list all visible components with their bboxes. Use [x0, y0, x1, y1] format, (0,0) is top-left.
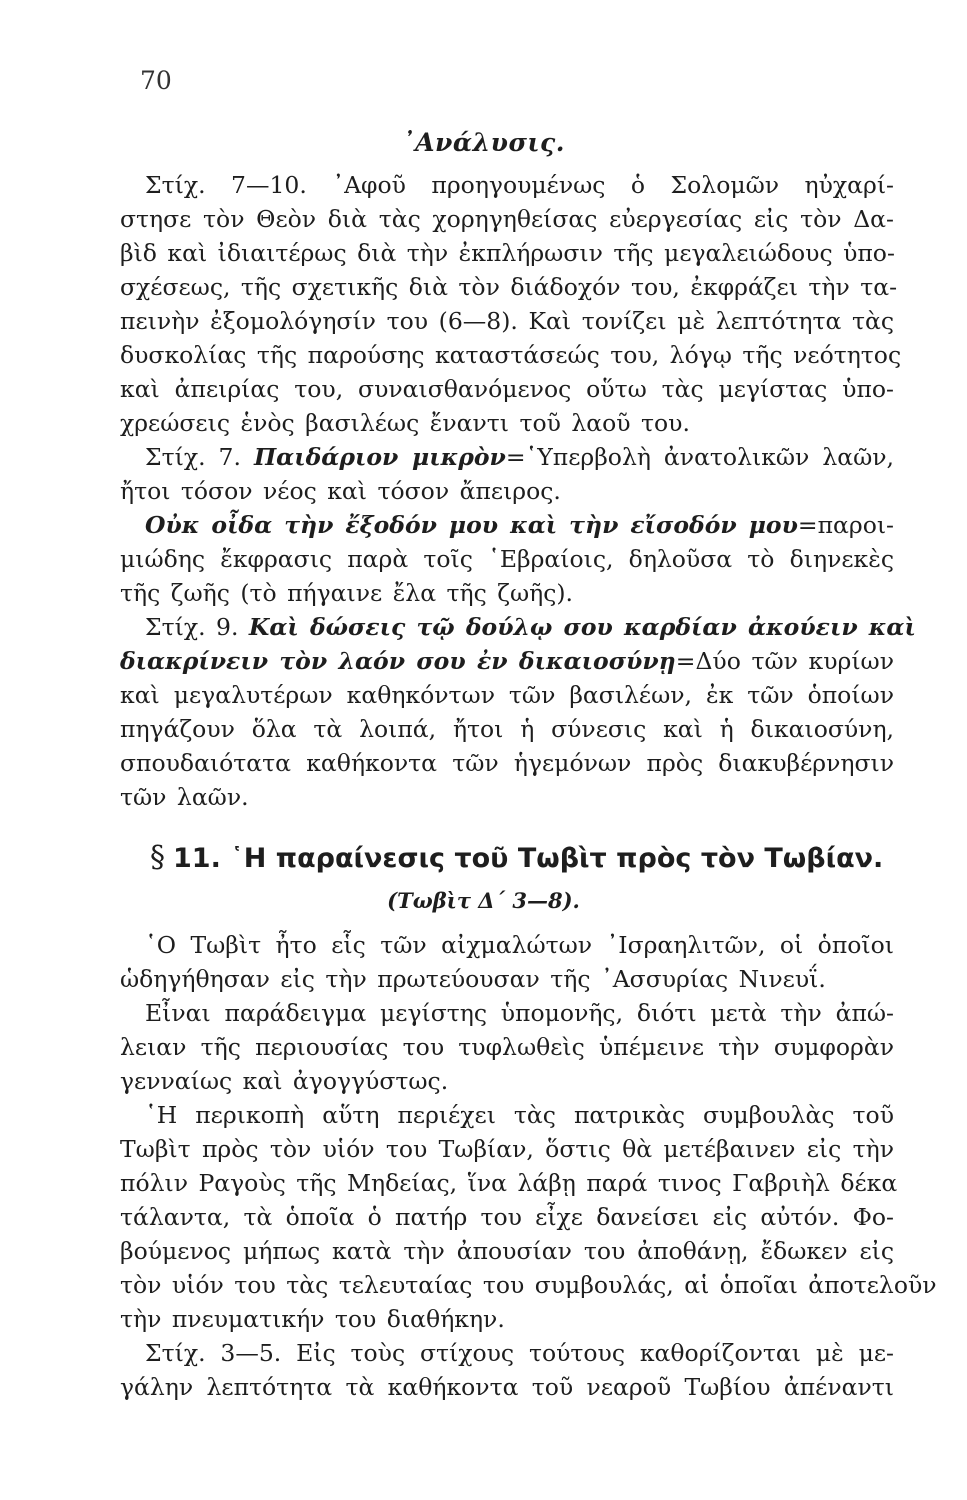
bold-lemma: Παιδάριον μικρὸν [253, 443, 506, 471]
text-line: Στίχ. 7—10. ᾿Αφοῦ προηγουμένως ὁ Σολομῶν ηὐχαρί- [145, 171, 894, 199]
bold-lemma: Καὶ δώσεις τῷ δούλῳ σου καρδίαν ἀκούειν καὶ [248, 613, 916, 641]
text-line: σπουδαιότατα καθήκοντα τῶν ἡγεμόνων πρὸς διακυβέρνησιν [120, 749, 894, 777]
bold-lemma: Οὐκ οἶδα τὴν ἔξοδόν μου καὶ τὴν εἴσοδόν μου [145, 511, 798, 539]
text-line: σχέσεως, τῆς σχετικῆς διὰ τὸν διάδοχόν του, ἐκφράζει τὴν τα- [120, 273, 898, 301]
section-title: § 11. ῾Η παραίνεσις τοῦ Τωβὶτ πρὸς τὸν Τωβίαν. [150, 840, 884, 875]
section-subtitle: (Τωβὶτ Δ΄ 3—8). [387, 888, 580, 913]
text-line: τῶν λαῶν. [120, 783, 249, 811]
text-line: γενναίως καὶ ἀγογγύστως. [120, 1067, 449, 1095]
text-line: μιώδης ἔκφρασις παρὰ τοῖς ῾Εβραίοις, δηλοῦσα τὸ διηνεκὲς [120, 545, 894, 573]
text-line: Τωβὶτ πρὸς τὸν υἱόν του Τωβίαν, ὅστις θὰ μετέβαινεν εἰς τὴν [120, 1135, 894, 1163]
bold-lemma: διακρίνειν τὸν λαόν σου ἐν δικαιοσύνῃ [120, 647, 676, 675]
text-line: τῆς ζωῆς (τὸ πήγαινε ἔλα τῆς ζωῆς). [120, 579, 574, 607]
text-line: χρεώσεις ἑνὸς βασιλέως ἔναντι τοῦ λαοῦ του. [120, 409, 690, 437]
text-line: βὶδ καὶ ἰδιαιτέρως διὰ τὴν ἐκπλήρωσιν τῆς μεγαλειώδους ὑπο- [120, 239, 895, 267]
text-line: Στίχ. 9. Καὶ δώσεις τῷ δούλῳ σου καρδίαν ἀκούειν καὶ [145, 613, 916, 641]
text-line: ῾Ο Τωβὶτ ἦτο εἷς τῶν αἰχμαλώτων ᾿Ισραηλιτῶν, οἱ ὁποῖοι [145, 931, 894, 959]
text-line: καὶ μεγαλυτέρων καθηκόντων τῶν βασιλέων, ἐκ τῶν ὁποίων [120, 681, 894, 709]
text-line: ῾Η περικοπὴ αὕτη περιέχει τὰς πατρικὰς συμβουλὰς τοῦ [145, 1101, 894, 1129]
text-line: πόλιν Ραγοὺς τῆς Μηδείας, ἵνα λάβῃ παρά τινος Γαβριὴλ δέκα [120, 1169, 898, 1197]
text-line: στησε τὸν Θεὸν διὰ τὰς χορηγηθείσας εὐεργεσίας εἰς τὸν Δα- [120, 205, 894, 233]
text-line: πεινὴν ἐξομολόγησίν του (6—8). Καὶ τονίζει μὲ λεπτότητα τὰς [120, 307, 894, 335]
text-line: Στίχ. 3—5. Εἰς τοὺς στίχους τούτους καθορίζονται μὲ με- [145, 1339, 894, 1367]
page-number: 70 [140, 66, 172, 95]
text-line: βούμενος μήπως κατὰ τὴν ἀπουσίαν του ἀποθάνῃ, ἔδωκεν εἰς [120, 1237, 894, 1265]
text-line: πηγάζουν ὅλα τὰ λοιπά, ἤτοι ἡ σύνεσις καὶ ἡ δικαιοσύνη, [120, 715, 894, 743]
text-line: λειαν τῆς περιουσίας του τυφλωθεὶς ὑπέμεινε τὴν συμφορὰν [120, 1033, 894, 1061]
section-heading: ᾿Ανάλυσις. [402, 128, 565, 157]
text-line: ἤτοι τόσον νέος καὶ τόσον ἄπειρος. [120, 477, 561, 505]
text-line: τὴν πνευματικήν του διαθήκην. [120, 1305, 505, 1333]
text-line: Οὐκ οἶδα τὴν ἔξοδόν μου καὶ τὴν εἴσοδόν μου=παροι- [145, 511, 894, 539]
text-line: τάλαντα, τὰ ὁποῖα ὁ πατήρ του εἶχε δανείσει εἰς αὐτόν. Φο- [120, 1203, 894, 1231]
text-line: γάλην λεπτότητα τὰ καθήκοντα τοῦ νεαροῦ Τωβίου ἀπέναντι [120, 1373, 894, 1401]
text-line: καὶ ἀπειρίας του, συναισθανόμενος οὕτω τὰς μεγίστας ὑπο- [120, 375, 894, 403]
text-line: ὡδηγήθησαν εἰς τὴν πρωτεύουσαν τῆς ᾿Ασσυρίας Νινευΐ. [120, 965, 826, 993]
text-line: Στίχ. 7. Παιδάριον μικρὸν=῾Υπερβολὴ ἀνατολικῶν λαῶν, [145, 443, 894, 471]
text-line: τὸν υἱόν του τὰς τελευταίας του συμβουλάς, αἱ ὁποῖαι ἀποτελοῦν [120, 1271, 937, 1299]
text-line: διακρίνειν τὸν λαόν σου ἐν δικαιοσύνῃ=Δύο τῶν κυρίων [120, 647, 894, 675]
section-symbol: § [150, 840, 165, 875]
text-line: δυσκολίας τῆς παρούσης καταστάσεώς του, λόγῳ τῆς νεότητος [120, 341, 902, 369]
text-line: Εἶναι παράδειγμα μεγίστης ὑπομονῆς, διότι μετὰ τὴν ἀπώ- [145, 999, 894, 1027]
